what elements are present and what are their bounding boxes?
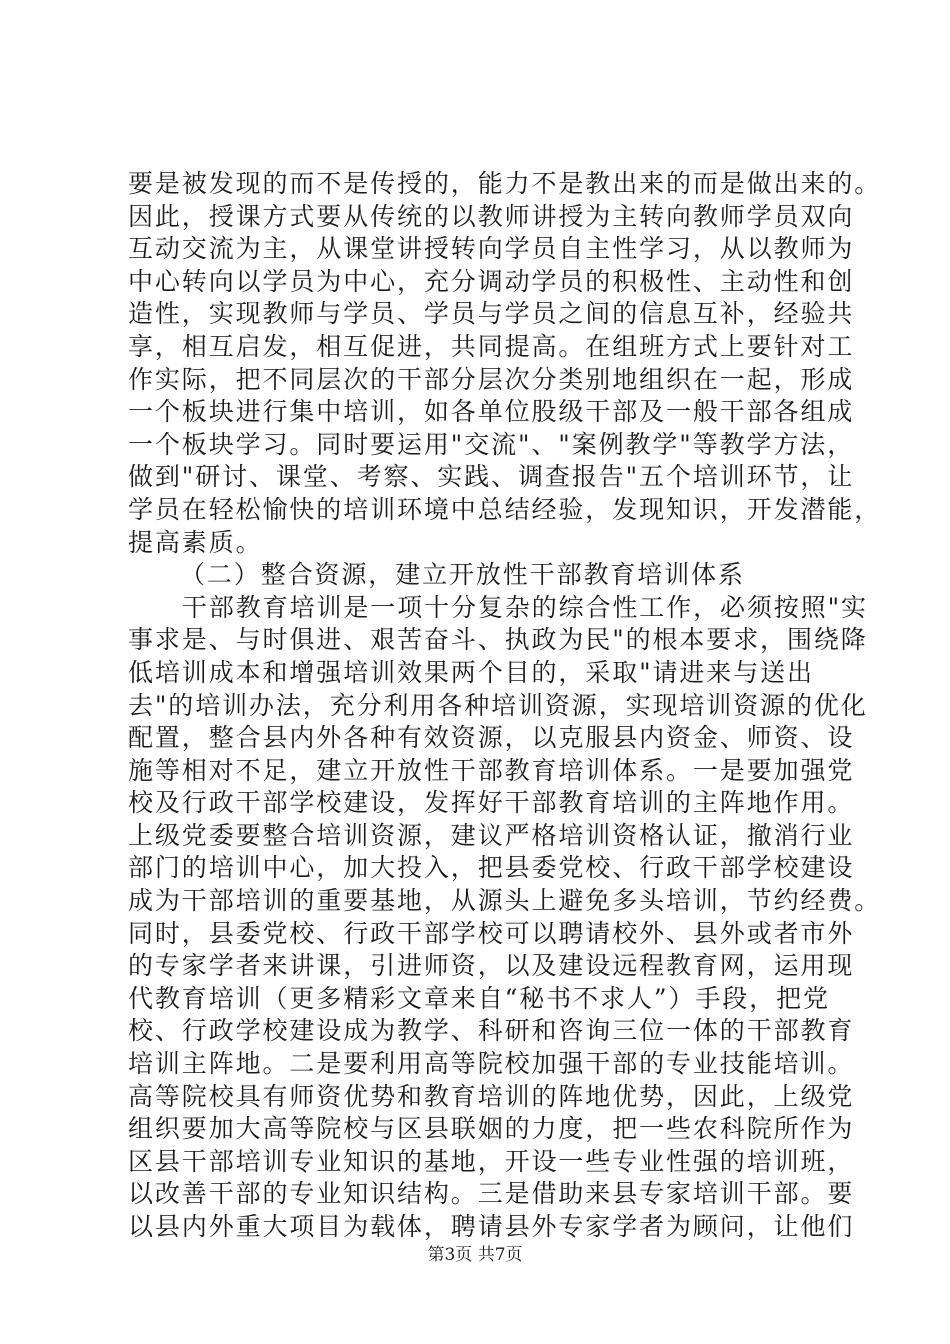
- text-line: 的专家学者来讲课，引进师资，以及建设远程教育网，运用现: [128, 951, 855, 981]
- text-line: 校及行政干部学校建设，发挥好干部教育培训的主阵地作用。: [128, 788, 855, 818]
- section-heading: （二）整合资源，建立开放性干部教育培训体系: [180, 560, 745, 590]
- text-line: 区县干部培训专业知识的基地，开设一些专业性强的培训班，: [128, 1146, 855, 1176]
- text-line: 提高素质。: [128, 527, 263, 557]
- text-line: 培训主阵地。二是要利用高等院校加强干部的专业技能培训。: [128, 1049, 855, 1079]
- body-text: [128, 168, 882, 1244]
- text-line: 配置，整合县内外各种有效资源，以克服县内资金、师资、设: [128, 723, 855, 753]
- text-line: 作实际，把不同层次的干部分层次分类别地组织在一起，形成: [128, 364, 855, 394]
- text-line: 部门的培训中心，加大投入，把县委党校、行政干部学校建设: [128, 853, 855, 883]
- text-line: 一个板块学习。同时要运用"交流"、"案例教学"等教学方法，: [128, 429, 855, 459]
- text-line: 因此，授课方式要从传统的以教师讲授为主转向教师学员双向: [128, 201, 855, 231]
- text-line: 事求是、与时俱进、艰苦奋斗、执政为民"的根本要求，围绕降: [128, 625, 868, 655]
- text-line: 同时，县委党校、行政干部学校可以聘请校外、县外或者市外: [128, 918, 855, 948]
- text-line: 成为干部培训的重要基地，从源头上避免多头培训，节约经费。: [128, 886, 882, 916]
- text-line: 要是被发现的而不是传授的，能力不是教出来的而是做出来的。: [128, 169, 882, 198]
- text-line: 以县内外重大项目为载体，聘请县外专家学者为顾问，让他们: [128, 1212, 855, 1241]
- text-line: 做到"研讨、课堂、考察、实践、调查报告"五个培训环节，让: [128, 462, 855, 492]
- text-line: 学员在轻松愉快的培训环境中总结经验，发现知识，开发潜能，: [128, 494, 882, 524]
- text-line: 低培训成本和增强培训效果两个目的，采取"请进来与送出: [128, 657, 814, 687]
- page-number-footer: 第3页 共7页: [427, 1245, 523, 1265]
- text-line: 以改善干部的专业知识结构。三是借助来县专家培训干部。要: [128, 1179, 855, 1209]
- text-line: 上级党委要整合培训资源，建议严格培训资格认证，撤消行业: [128, 820, 855, 850]
- text-line: 造性，实现教师与学员、学员与学员之间的信息互补，经验共: [128, 299, 855, 329]
- text-line: 代教育培训（更多精彩文章来自“秘书不求人”）手段，把党: [128, 983, 830, 1013]
- text-line: 享，相互启发，相互促进，共同提高。在组班方式上要针对工: [128, 331, 855, 361]
- text-line: 施等相对不足，建立开放性干部教育培训体系。一是要加强党: [128, 755, 855, 785]
- text-line: 组织要加大高等院校与区县联姻的力度，把一些农科院所作为: [128, 1114, 855, 1144]
- text-line: 干部教育培训是一项十分复杂的综合性工作，必须按照"实: [182, 592, 868, 622]
- text-line: 一个板块进行集中培训，如各单位股级干部及一般干部各组成: [128, 397, 855, 427]
- text-line: 校、行政学校建设成为教学、科研和咨询三位一体的干部教育: [128, 1016, 855, 1046]
- text-line: 高等院校具有师资优势和教育培训的阵地优势，因此，上级党: [128, 1081, 855, 1111]
- text-line: 去"的培训办法，充分利用各种培训资源，实现培训资源的优化: [128, 690, 868, 720]
- text-line: 中心转向以学员为中心，充分调动学员的积极性、主动性和创: [128, 266, 855, 296]
- text-line: 互动交流为主，从课堂讲授转向学员自主性学习，从以教师为: [128, 234, 855, 264]
